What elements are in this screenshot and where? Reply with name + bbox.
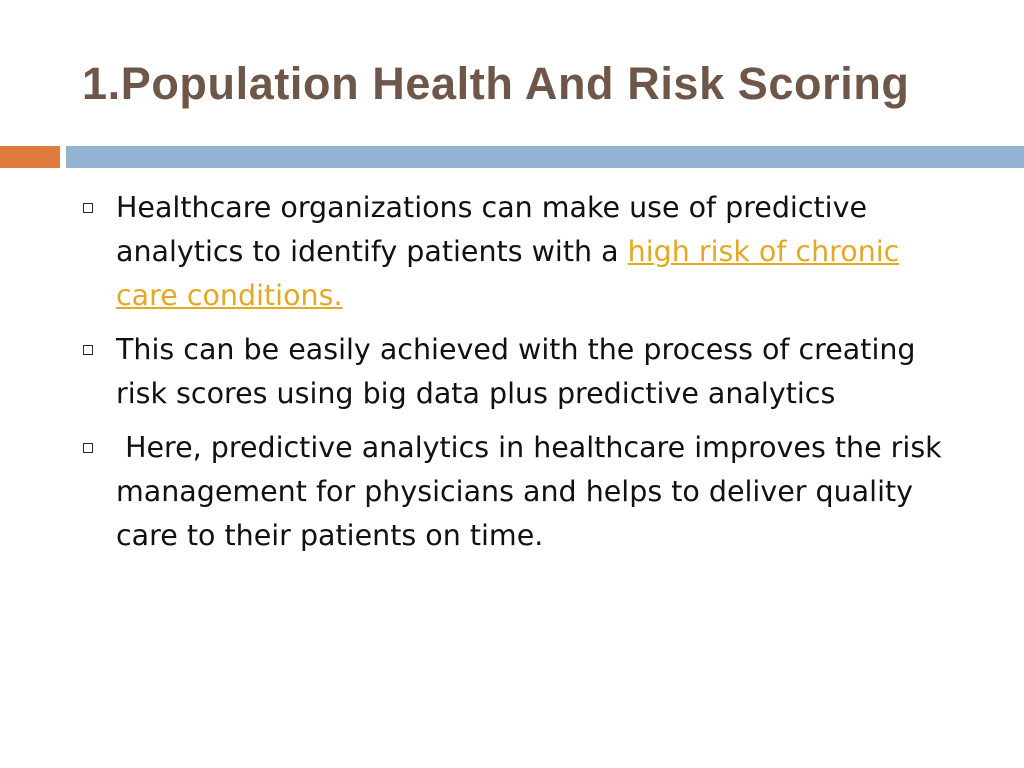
bullet-item-3 (80, 426, 960, 558)
bullet-text-1: Healthcare organizations can make use of predictive analytics to identify patients with a (116, 191, 868, 268)
bullet-list (80, 186, 960, 568)
slide-title: 1.Population Health And Risk Scoring (82, 58, 910, 109)
square-bullet-icon (83, 345, 93, 355)
title-underline-orange-bar (0, 146, 60, 168)
title-underline-blue-bar (66, 146, 1024, 168)
square-bullet-icon (83, 203, 93, 213)
square-bullet-icon (83, 443, 93, 453)
bullet-text-3: Here, predictive analytics in healthcare improves the risk management for physicians and helps to deliver quality care to their patients on time. (116, 431, 951, 552)
chronic-care-link[interactable]: high risk of chronic care conditions. (116, 235, 900, 312)
bullet-item-1 (80, 186, 960, 318)
bullet-text-2: This can be easily achieved with the process of creating risk scores using big data plus predictive analytics (116, 333, 916, 410)
bullet-item-2 (80, 328, 960, 416)
